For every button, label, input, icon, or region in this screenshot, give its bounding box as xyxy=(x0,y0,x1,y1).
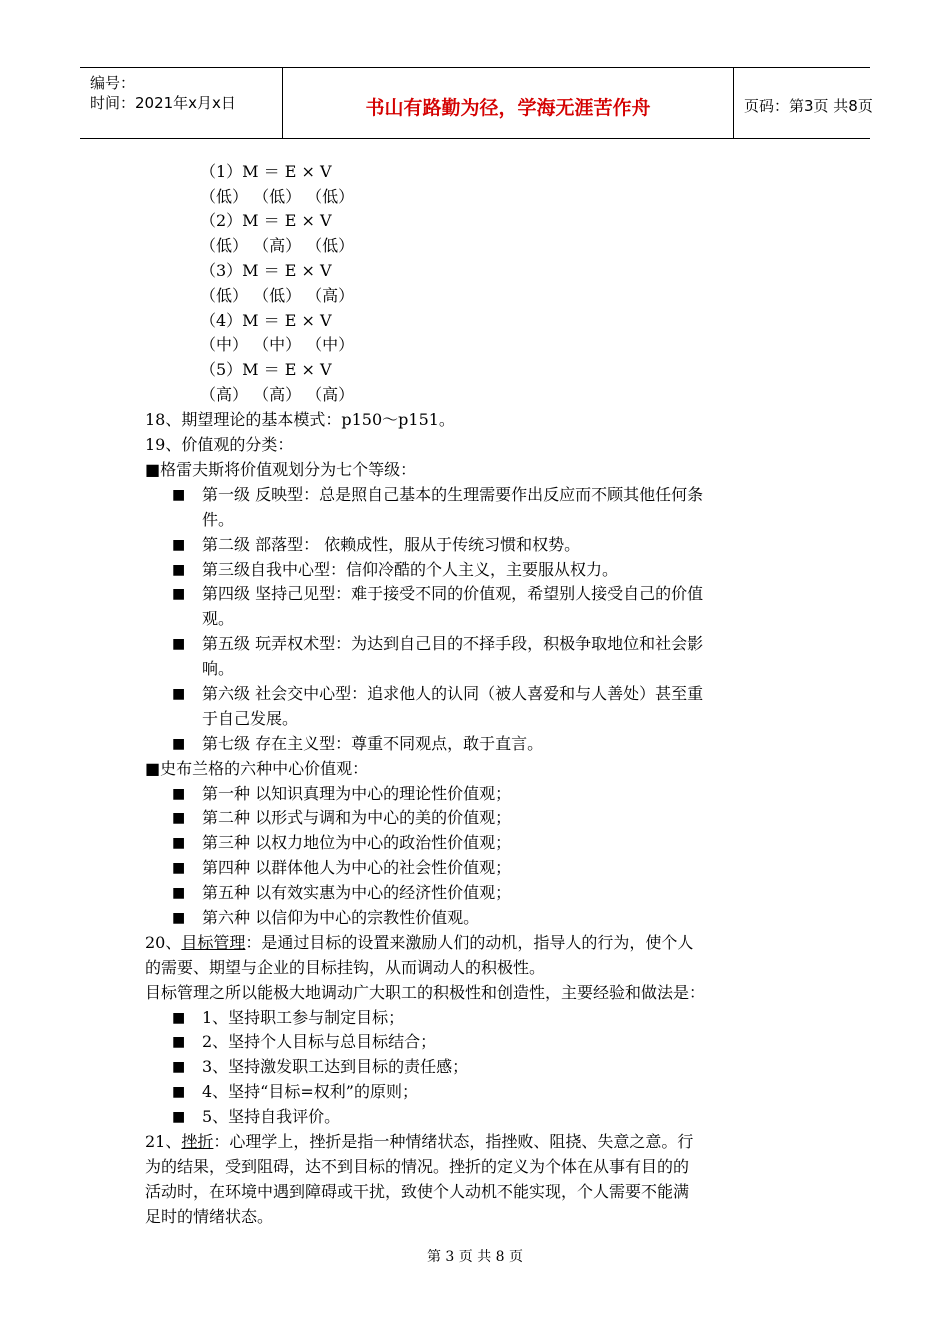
item-20-term: 目标管理 xyxy=(181,933,246,952)
bullet-icon: ■ xyxy=(172,562,186,578)
formula-4-levels: （中） （中） （中） xyxy=(200,335,355,354)
header-info-cell xyxy=(80,68,282,138)
item-21 xyxy=(145,1130,693,1154)
page-header xyxy=(80,67,873,139)
graves-level-2: 第二级 部落型： 依赖成性，服从于传统习惯和权势。 xyxy=(202,535,581,554)
item-21-line-3: 活动时，在环境中遇到障碍或干扰，致使个人动机不能实现，个人需要不能满 xyxy=(145,1182,690,1201)
spranger-heading: ■史布兰格的六种中心价值观： xyxy=(145,759,369,778)
bullet-icon: ■ xyxy=(172,1084,186,1100)
spranger-item-1: 第一种 以知识真理为中心的理论性价值观； xyxy=(202,784,512,803)
graves-level-4-cont: 观。 xyxy=(202,609,235,628)
bullet-icon: ■ xyxy=(172,1010,186,1026)
graves-level-5-cont: 响。 xyxy=(202,659,235,678)
page-footer: 第 3 页 共 8 页 xyxy=(426,1249,524,1265)
formula-1-levels: （低） （低） （低） xyxy=(200,187,355,206)
formula-2-levels: （低） （高） （低） xyxy=(200,236,355,255)
bullet-icon: ■ xyxy=(172,860,186,876)
graves-level-4: 第四级 坚持己见型：难于接受不同的价值观，希望别人接受自己的价值 xyxy=(202,584,704,603)
item-21-line-4: 足时的情绪状态。 xyxy=(145,1207,274,1226)
page-label: 页码：第3页 共8页 xyxy=(744,97,873,115)
spranger-item-3: 第三种 以权力地位为中心的政治性价值观； xyxy=(202,833,512,852)
item-21-term: 挫折 xyxy=(181,1132,214,1151)
header-page-cell xyxy=(734,68,873,138)
graves-level-6-cont: 于自己发展。 xyxy=(202,709,299,728)
item-20-line-3: 目标管理之所以能极大地调动广大职工的积极性和创造性，主要经验和做法是： xyxy=(145,983,706,1002)
graves-level-5: 第五级 玩弄权术型：为达到自己目的不择手段，积极争取地位和社会影 xyxy=(202,634,704,653)
bullet-icon: ■ xyxy=(172,686,186,702)
item-19: 19、价值观的分类： xyxy=(145,435,294,454)
bullet-icon: ■ xyxy=(172,810,186,826)
motto: 书山有路勤为径，学海无涯苦作舟 xyxy=(365,97,651,119)
practice-1: 1、坚持职工参与制定目标； xyxy=(202,1008,405,1027)
practice-4: 4、坚持“目标=权利”的原则； xyxy=(202,1082,418,1101)
date-label: 时间：2021年x月x日 xyxy=(90,94,236,112)
practice-2: 2、坚持个人目标与总目标结合； xyxy=(202,1032,437,1051)
spranger-item-5: 第五种 以有效实惠为中心的经济性价值观； xyxy=(202,883,512,902)
item-20 xyxy=(145,931,693,955)
graves-heading: ■格雷夫斯将价值观划分为七个等级： xyxy=(145,460,417,479)
bullet-icon: ■ xyxy=(172,736,186,752)
bullet-icon: ■ xyxy=(172,1034,186,1050)
formula-5: （5）M ＝ E × V xyxy=(200,360,332,379)
item-20-line-2: 的需要、期望与企业的目标挂钩，从而调动人的积极性。 xyxy=(145,958,546,977)
spranger-item-4: 第四种 以群体他人为中心的社会性价值观； xyxy=(202,858,512,877)
spranger-item-6: 第六种 以信仰为中心的宗教性价值观。 xyxy=(202,908,480,927)
bullet-icon: ■ xyxy=(172,786,186,802)
graves-level-7: 第七级 存在主义型：尊重不同观点，敢于直言。 xyxy=(202,734,544,753)
formula-4: （4）M ＝ E × V xyxy=(200,311,332,330)
practice-3: 3、坚持激发职工达到目标的责任感； xyxy=(202,1057,469,1076)
item-21-line-2: 为的结果，受到阻碍，达不到目标的情况。挫折的定义为个体在从事有目的的 xyxy=(145,1157,690,1176)
graves-level-1: 第一级 反映型：总是照自己基本的生理需要作出反应而不顾其他任何条 xyxy=(202,485,704,504)
bullet-icon: ■ xyxy=(172,1109,186,1125)
formula-3-levels: （低） （低） （高） xyxy=(200,286,355,305)
graves-level-3: 第三级自我中心型：信仰冷酷的个人主义，主要服从权力。 xyxy=(202,560,619,579)
item-20-number: 20、 xyxy=(145,933,182,952)
bullet-icon: ■ xyxy=(172,487,186,503)
practice-5: 5、坚持自我评价。 xyxy=(202,1107,341,1126)
bullet-icon: ■ xyxy=(172,1059,186,1075)
formula-1: （1）M ＝ E × V xyxy=(200,162,332,181)
bullet-icon: ■ xyxy=(172,910,186,926)
bullet-icon: ■ xyxy=(172,835,186,851)
bullet-icon: ■ xyxy=(172,636,186,652)
formula-3: （3）M ＝ E × V xyxy=(200,261,332,280)
graves-level-6: 第六级 社会交中心型：追求他人的认同（被人喜爱和与人善处）甚至重 xyxy=(202,684,704,703)
item-18: 18、期望理论的基本模式：p150～p151。 xyxy=(145,410,455,429)
formula-5-levels: （高） （高） （高） xyxy=(200,385,355,404)
formula-2: （2）M ＝ E × V xyxy=(200,211,332,230)
spranger-item-2: 第二种 以形式与调和为中心的美的价值观； xyxy=(202,808,512,827)
number-label: 编号： xyxy=(90,74,136,92)
item-21-definition: ：心理学上，挫折是指一种情绪状态，指挫败、阻挠、失意之意。行 xyxy=(213,1132,694,1151)
graves-level-1-cont: 件。 xyxy=(202,510,235,529)
bullet-icon: ■ xyxy=(172,537,186,553)
bullet-icon: ■ xyxy=(172,885,186,901)
item-21-number: 21、 xyxy=(145,1132,182,1151)
bullet-icon: ■ xyxy=(172,586,186,602)
header-motto-cell xyxy=(282,68,734,138)
item-20-definition: ：是通过目标的设置来激励人们的动机，指导人的行为，使个人 xyxy=(245,933,694,952)
